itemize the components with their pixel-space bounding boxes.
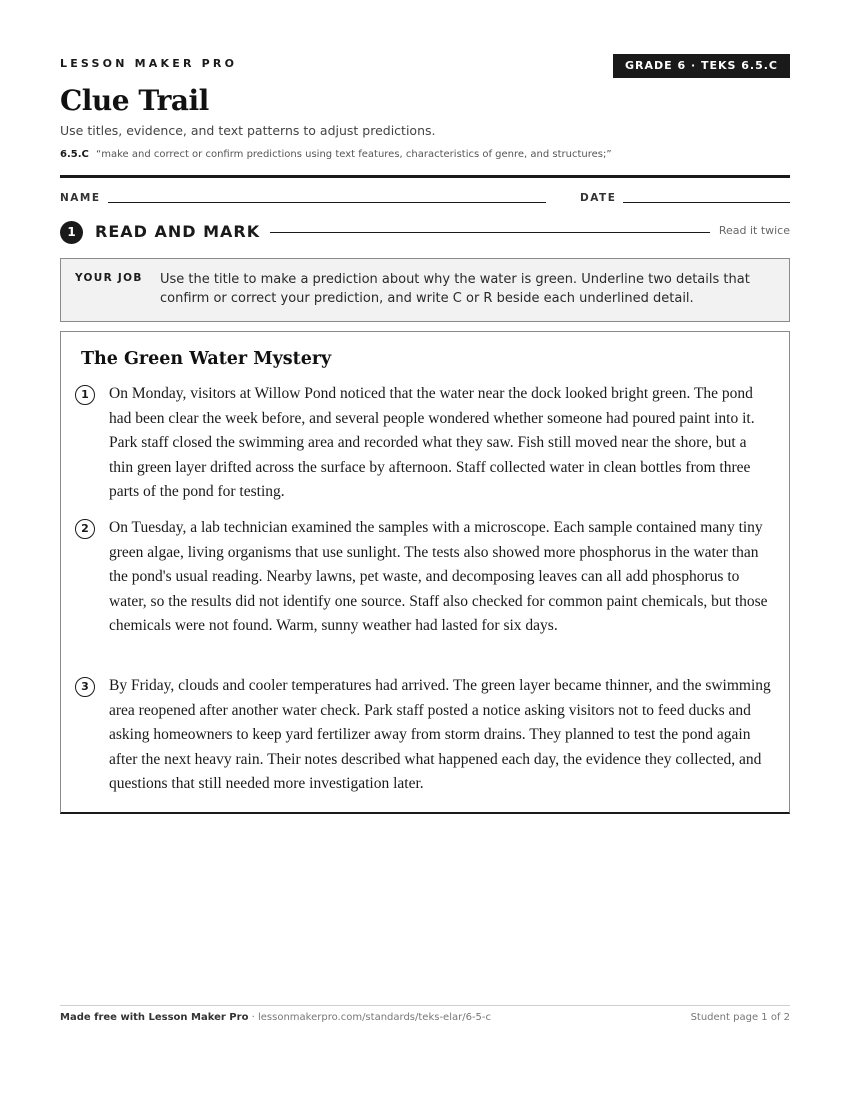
passage-title: The Green Water Mystery: [81, 349, 332, 369]
paragraph-text: On Monday, visitors at Willow Pond noticed that the water near the dock looked bright green. The pond had been clear the week before, and several people wondered whether someone had poured paint into it. Park staff closed the swimming area and recorded what they saw. Fish still moved near the shore, but a thin green layer drifted across the surface by afternoon. Staff collected water in clean bottles from three parts of the pond for testing.: [109, 385, 755, 500]
name-label: NAME: [60, 192, 101, 204]
section-header: [60, 220, 790, 244]
job-label: YOUR JOB: [75, 272, 143, 284]
job-instructions-box: [60, 258, 790, 322]
paragraph-number: 3: [75, 677, 95, 697]
footer-credit: [60, 1012, 491, 1023]
job-text: Use the title to make a prediction about why the water is green. Underline two details that confirm or correct your prediction, and write C or R beside each underlined detail.: [160, 272, 750, 306]
section-divider: [270, 232, 710, 233]
paragraph-number: 1: [75, 385, 95, 405]
standard-text: “make and correct or confirm predictions using text features, characteristics of genre, and structures;”: [96, 149, 612, 160]
name-field-line[interactable]: [108, 202, 546, 203]
page-subtitle: Use titles, evidence, and text patterns to adjust predictions.: [60, 123, 436, 138]
reading-passage-box: [60, 331, 790, 814]
step-number-badge: 1: [60, 221, 83, 244]
date-field-line[interactable]: [623, 202, 790, 203]
worksheet-page: [60, 0, 790, 1100]
footer-url[interactable]: · lessonmakerpro.com/standards/teks-elar/6-5-c: [248, 1012, 492, 1023]
footer-made-with: Made free with Lesson Maker Pro: [60, 1012, 249, 1023]
standard-code: 6.5.C: [60, 149, 89, 160]
footer-page-number: Student page 1 of 2: [690, 1012, 790, 1023]
paragraph-text: By Friday, clouds and cooler temperatures had arrived. The green layer became thinner, and the swimming area reopened after another water check. Park staff posted a notice asking visitors not to feed ducks and asking homeowners to keep yard fertilizer away from storm drains. They planned to test the pond again after the next heavy rain. Their notes described what happened each day, the evidence they collected, and questions that still needed more investigation later.: [109, 677, 771, 792]
name-date-row: [60, 192, 790, 206]
page-title: Clue Trail: [60, 84, 209, 117]
footer-divider: [60, 1005, 790, 1006]
section-note: Read it twice: [718, 224, 790, 237]
grade-badge: GRADE 6 · TEKS 6.5.C: [613, 54, 790, 78]
brand-name: LESSON MAKER PRO: [60, 57, 238, 70]
section-title: READ AND MARK: [95, 222, 261, 241]
header-divider: [60, 175, 790, 178]
date-label: DATE: [580, 192, 617, 204]
paragraph-number: 2: [75, 519, 95, 539]
standard-line: [60, 149, 612, 160]
paragraph-text: On Tuesday, a lab technician examined the samples with a microscope. Each sample contained many tiny green algae, living organisms that use sunlight. The tests also showed more phosphorus in the water than the pond's usual reading. Nearby lawns, pet waste, and decomposing leaves can all add phosphorus to water, so the results did not identify one source. Staff also checked for common paint chemicals, but those chemicals were not found. Warm, sunny weather had lasted for six days.: [109, 519, 768, 634]
